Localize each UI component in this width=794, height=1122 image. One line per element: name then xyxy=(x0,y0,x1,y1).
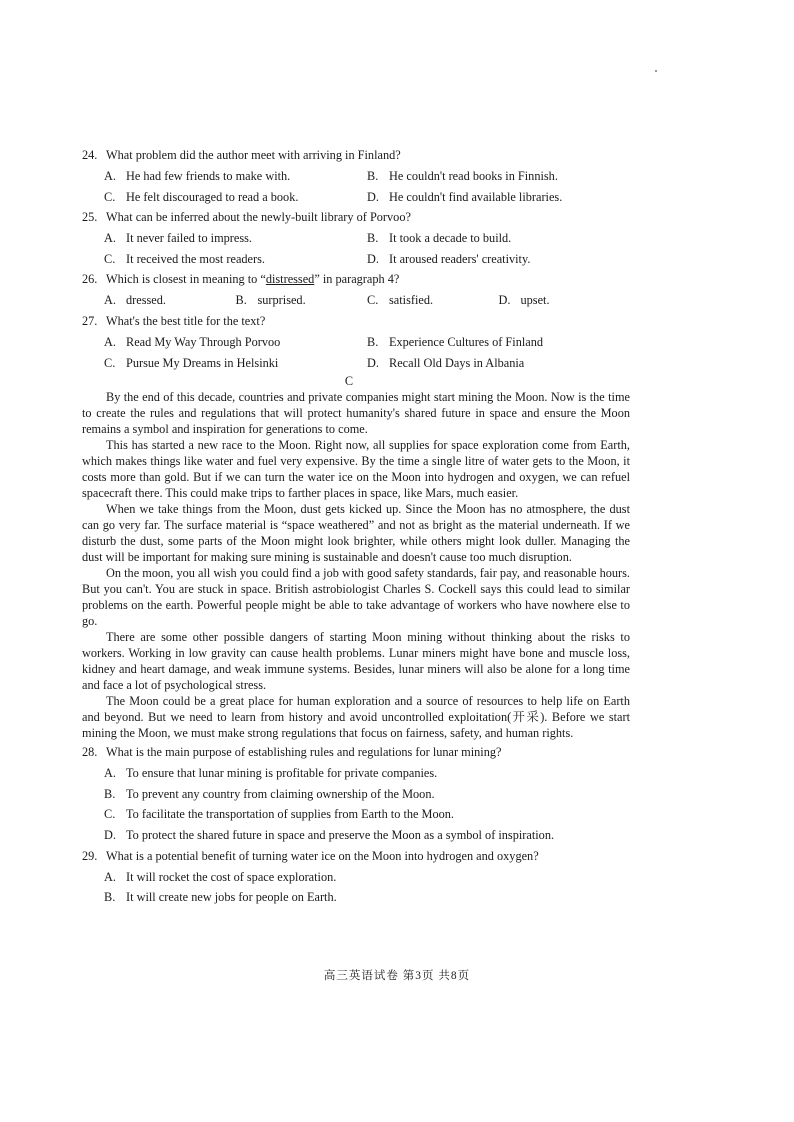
question-number: 25. xyxy=(82,210,98,225)
option-text: It aroused readers' creativity. xyxy=(389,251,531,266)
question-text-before: Which is closest in meaning to “ xyxy=(106,272,266,287)
option-d xyxy=(367,187,630,208)
option-letter: B. xyxy=(367,334,379,349)
option-text: Read My Way Through Porvoo xyxy=(126,334,281,349)
scan-speck xyxy=(655,70,657,72)
question-24 xyxy=(82,145,630,207)
option-letter: A. xyxy=(104,169,116,183)
question-text: What problem did the author meet with arriving in Finland? xyxy=(106,148,401,162)
option-letter: A. xyxy=(104,293,116,308)
reading-passage xyxy=(82,389,630,741)
option-text: He couldn't read books in Finnish. xyxy=(389,169,558,183)
option-d xyxy=(367,353,630,374)
option-row xyxy=(82,784,630,805)
option-row xyxy=(82,867,630,888)
option-letter: C. xyxy=(104,355,116,370)
option-b xyxy=(104,887,630,908)
option-text: He had few friends to make with. xyxy=(126,169,291,183)
question-stem xyxy=(82,846,630,867)
option-text: It will create new jobs for people on Earth. xyxy=(126,890,337,905)
option-letter: B. xyxy=(104,890,116,905)
option-letter: D. xyxy=(367,251,379,266)
option-letter: D. xyxy=(104,827,116,842)
option-a xyxy=(104,332,367,353)
passage-paragraph: There are some other possible dangers of starting Moon mining without thinking about the risks to workers. Working in low gravity can cause health problems. Lunar miners might have bone and muscle loss, kidney and heart damage, and weak immune systems. Besides, lunar miners will also be alone for a long time and face a lot of psychological stress. xyxy=(82,630,630,693)
passage-paragraph: By the end of this decade, countries and private companies might start mining the Moon. Now is the time to create the rules and regulations that will protect humanity's shared future in space and ensure the Moon remains a symbol and inspiration for generations to come. xyxy=(82,390,630,437)
option-text: Experience Cultures of Finland xyxy=(389,334,544,349)
option-letter: A. xyxy=(104,231,116,246)
option-text: Recall Old Days in Albania xyxy=(389,355,525,370)
option-row xyxy=(82,804,630,825)
option-c xyxy=(104,187,367,208)
option-text: He felt discouraged to read a book. xyxy=(126,189,299,204)
option-letter: C. xyxy=(104,251,116,266)
option-b xyxy=(236,290,368,311)
option-d xyxy=(499,290,631,311)
option-b xyxy=(104,784,630,805)
option-letter: C. xyxy=(104,807,116,822)
option-d xyxy=(367,249,630,270)
question-29 xyxy=(82,846,630,908)
option-b xyxy=(367,228,630,249)
option-a xyxy=(104,166,367,187)
option-a xyxy=(104,290,236,311)
option-row xyxy=(82,825,630,846)
question-text: What is a potential benefit of turning water ice on the Moon into hydrogen and oxygen? xyxy=(106,848,539,863)
option-text: To facilitate the transportation of supplies from Earth to the Moon. xyxy=(126,807,454,822)
option-letter: B. xyxy=(367,231,379,246)
option-c xyxy=(367,290,499,311)
question-stem xyxy=(82,207,630,228)
option-letter: B. xyxy=(104,786,116,801)
option-letter: D. xyxy=(367,189,379,204)
question-number: 29. xyxy=(82,848,98,863)
option-a xyxy=(104,228,367,249)
option-row xyxy=(82,249,630,270)
option-c xyxy=(104,804,630,825)
option-c xyxy=(104,353,367,374)
option-letter: D. xyxy=(498,293,511,308)
option-letter: A. xyxy=(104,766,116,781)
passage-paragraph: On the moon, you all wish you could find a job with good safety standards, fair pay, and reasonable hours. But you can't. You are stuck in space. British astrobiologist Charles S. Cockell says this could lead to similar problems on the earth. Powerful people might be able to take advantage of workers who have nowhere else to go. xyxy=(82,566,630,629)
page-footer: 高三英语试卷 第3页 共8页 xyxy=(323,970,471,982)
option-text: To prevent any country from claiming ownership of the Moon. xyxy=(126,786,435,801)
option-letter: B. xyxy=(367,169,379,183)
option-text: dressed. xyxy=(126,293,166,308)
option-letter: C. xyxy=(104,189,116,204)
option-text: Pursue My Dreams in Helsinki xyxy=(126,355,279,370)
question-text: What can be inferred about the newly-built library of Porvoo? xyxy=(106,210,411,225)
option-text: surprised. xyxy=(257,293,306,308)
option-b xyxy=(367,332,630,353)
option-text: He couldn't find available libraries. xyxy=(389,189,563,204)
option-text: satisfied. xyxy=(389,293,434,308)
question-text: What is the main purpose of establishing rules and regulations for lunar mining? xyxy=(106,745,502,760)
option-letter: A. xyxy=(104,869,116,884)
question-text-after: ” in paragraph 4? xyxy=(314,272,400,287)
question-28 xyxy=(82,742,630,845)
option-row xyxy=(82,290,630,311)
option-row xyxy=(82,187,630,208)
option-letter: A. xyxy=(104,334,116,349)
option-text: It took a decade to build. xyxy=(389,231,512,246)
option-row xyxy=(82,166,630,187)
question-25 xyxy=(82,207,630,269)
option-row xyxy=(82,763,630,784)
option-text: To ensure that lunar mining is profitable for private companies. xyxy=(126,766,438,781)
option-letter: B. xyxy=(235,293,247,308)
question-number: 28. xyxy=(82,745,98,760)
option-row xyxy=(82,887,630,908)
option-b xyxy=(367,166,630,187)
option-a xyxy=(104,763,630,784)
passage-paragraph: The Moon could be a great place for human exploration and a source of resources to help life on Earth and beyond. But we need to learn from history and avoid uncontrolled exploitation(开采). Before we start mining the Moon, we must make strong regulations that focus on fairness, safety, and human rights. xyxy=(82,694,630,741)
page-content xyxy=(82,145,630,908)
question-number: 27. xyxy=(82,313,98,328)
question-stem xyxy=(82,145,630,166)
option-text: To protect the shared future in space and preserve the Moon as a symbol of inspiration. xyxy=(126,827,555,842)
underlined-word: distressed xyxy=(265,272,315,287)
question-stem xyxy=(82,742,630,763)
question-stem xyxy=(82,311,630,332)
option-a xyxy=(104,867,630,888)
question-27 xyxy=(82,311,630,373)
question-text: What's the best title for the text? xyxy=(106,313,266,328)
option-text: It received the most readers. xyxy=(126,251,265,266)
question-26 xyxy=(82,269,630,311)
option-c xyxy=(104,249,367,270)
option-letter: D. xyxy=(367,355,379,370)
question-number: 26. xyxy=(82,272,98,287)
passage-paragraph: When we take things from the Moon, dust gets kicked up. Since the Moon has no atmosphere, the dust can go very far. The surface material is “space weathered” and not as bright as the material underneath. If we disturb the dust, some parts of the Moon might look brighter, while others might look duller. Managing the dust will be important for making sure mining is sustainable and doesn't cause too much disruption. xyxy=(82,502,630,565)
passage-paragraph: This has started a new race to the Moon. Right now, all supplies for space exploration come from Earth, which makes things like water and fuel very expensive. By the time a single litre of water gets to the Moon, it costs more than gold. But if we can turn the water ice on the Moon into hydrogen and oxygen, we can refuel spacecraft there. This could make trips to farther places in space, like Mars, much easier. xyxy=(82,438,630,501)
question-number: 24. xyxy=(82,148,98,162)
option-row xyxy=(82,353,630,374)
option-letter: C. xyxy=(367,293,379,308)
option-text: It will rocket the cost of space exploration. xyxy=(126,869,337,884)
question-stem xyxy=(82,269,630,290)
option-text: It never failed to impress. xyxy=(126,231,253,246)
option-row xyxy=(82,332,630,353)
option-row xyxy=(82,228,630,249)
option-text: upset. xyxy=(520,293,550,308)
option-d xyxy=(104,825,630,846)
section-heading: C xyxy=(344,374,354,389)
